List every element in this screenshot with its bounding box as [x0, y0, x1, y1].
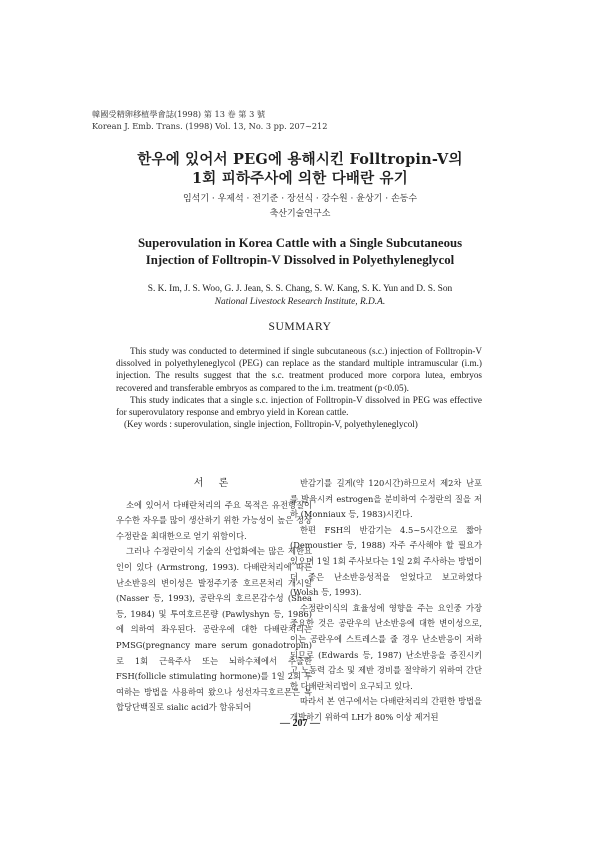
korean-institute: 축산기술연구소 — [269, 209, 331, 219]
summary-paragraph-1: This study was conducted to determined if single subcutaneous (s.c.) injection of Folltropin-V dissolved in polyethyleneglycol (PEG) can replace as the standard multiple intramuscular (i.m.) injection. The results suggest that the s.c. treatment produced more corpora lutea, embryos recovered and transferable embryos as compared to the i.m. treatment (p<0.05). — [116, 346, 482, 393]
summary-paragraph-2: This study indicates that a single s.c. injection of Folltropin-V dissolved in PEG was effective for superovulatory response and embryo yield in Korean cattle. — [116, 394, 482, 418]
korean-authors — [0, 192, 600, 222]
left-column — [116, 476, 312, 716]
intro-paragraph-1: 소에 있어서 다배란처리의 주요 목적은 유전형질이 우수한 자우를 많이 생산하기 위한 가능성이 높은 정상수정란을 최대한으로 얻기 위함이다. — [116, 499, 312, 541]
english-authors — [0, 283, 600, 309]
page-number: — 207 — — [280, 718, 320, 729]
english-institute: National Livestock Research Institute, R.D.A. — [214, 297, 386, 307]
intro-paragraph-2: 그러나 수정란이식 기술의 산업화에는 많은 제한요인이 있다 (Armstrong, 1993). 다배란처리에 따른 난소반응의 변이성은 발정주기중 호르몬처리 개시일 (Nasser 등, 1993), 공란우의 호르몬감수성 (Shea 등, 1984) 및 투여호르몬량 (Pawlyshyn 등, 1986)에 의하여 좌우된다. 공란우에 대한 다배란처리는 PMSG(pregnancy mare serum gonadotropin)로 1회 근육주사 또는 뇌하수체에서 추출한 FSH(follicle stimulating hormone)를 1일 2회 투여하는 방법을 사용하여 왔으나 성선자극호르몬은 복합당단백질로 sialic acid가 함유되어 — [116, 546, 312, 713]
english-title — [0, 235, 600, 269]
journal-english-citation: Korean J. Emb. Trans. (1998) Vol. 13, No. 3 pp. 207~212 — [92, 121, 328, 131]
right-column — [290, 476, 482, 726]
korean-title-line-1: 한우에 있어서 PEG에 용해시킨 Folltropin-V의 — [137, 151, 463, 168]
korean-author-names: 임석기 · 우제석 · 전기준 · 장선식 · 강수원 · 윤상기 · 손동수 — [182, 194, 418, 204]
journal-citation — [92, 108, 327, 132]
right-paragraph-1: 반감기를 길게(약 120시간)하므로서 제2차 난포를 발육시켜 estrogen을 분비하여 수정란의 질을 저하 (Monniaux 등, 1983)시킨다. — [290, 478, 482, 520]
korean-title — [0, 150, 600, 188]
introduction-heading: 서 론 — [193, 478, 235, 489]
english-author-names: S. K. Im, J. S. Woo, G. J. Jean, S. S. Chang, S. W. Kang, S. K. Yun and D. S. Son — [147, 284, 453, 294]
english-title-line-2: Injection of Folltropin-V Dissolved in Polyethyleneglycol — [145, 253, 455, 267]
korean-title-line-2: 1회 피하주사에 의한 다배란 유기 — [192, 170, 408, 187]
right-paragraph-3: 수정란이식의 효율성에 영향을 주는 요인중 가장 중요한 것은 공란우의 난소반응에 대한 변이성으로, 이는 공란우에 스트레스를 줄 경우 난소반응이 저하되므로 (Edwards 등, 1987) 난소반응을 증진시키고 노동력 감소 및 제반 경비를 절약하기 위하여 간단한 다배란처리법이 요구되고 있다. — [290, 602, 482, 691]
journal-korean-citation: 韓國受精卵移植學會誌(1998) 第 13 卷 第 3 號 — [92, 109, 266, 119]
summary-heading: SUMMARY — [268, 321, 332, 333]
summary-keywords: (Key words : superovulation, single injection, Folltropin-V, polyethyleneglycol) — [124, 419, 418, 430]
english-title-line-1: Superovulation in Korea Cattle with a Single Subcutaneous — [137, 236, 463, 250]
right-paragraph-2: 한편 FSH의 반감기는 4.5~5시간으로 짧아 (Demoustier 등, 1988) 자주 주사해야 할 필요가 있으며 1일 1회 주사보다는 1일 2회 주사하는 방법이 더 좋은 난소반응성적을 얻었다고 보고하였다 (Wolsh 등, 1993). — [290, 524, 482, 598]
right-paragraph-4: 따라서 본 연구에서는 다배란처리의 간편한 방법을 개발하기 위하여 LH가 80% 이상 제거된 — [290, 696, 482, 722]
summary-abstract — [116, 345, 482, 430]
